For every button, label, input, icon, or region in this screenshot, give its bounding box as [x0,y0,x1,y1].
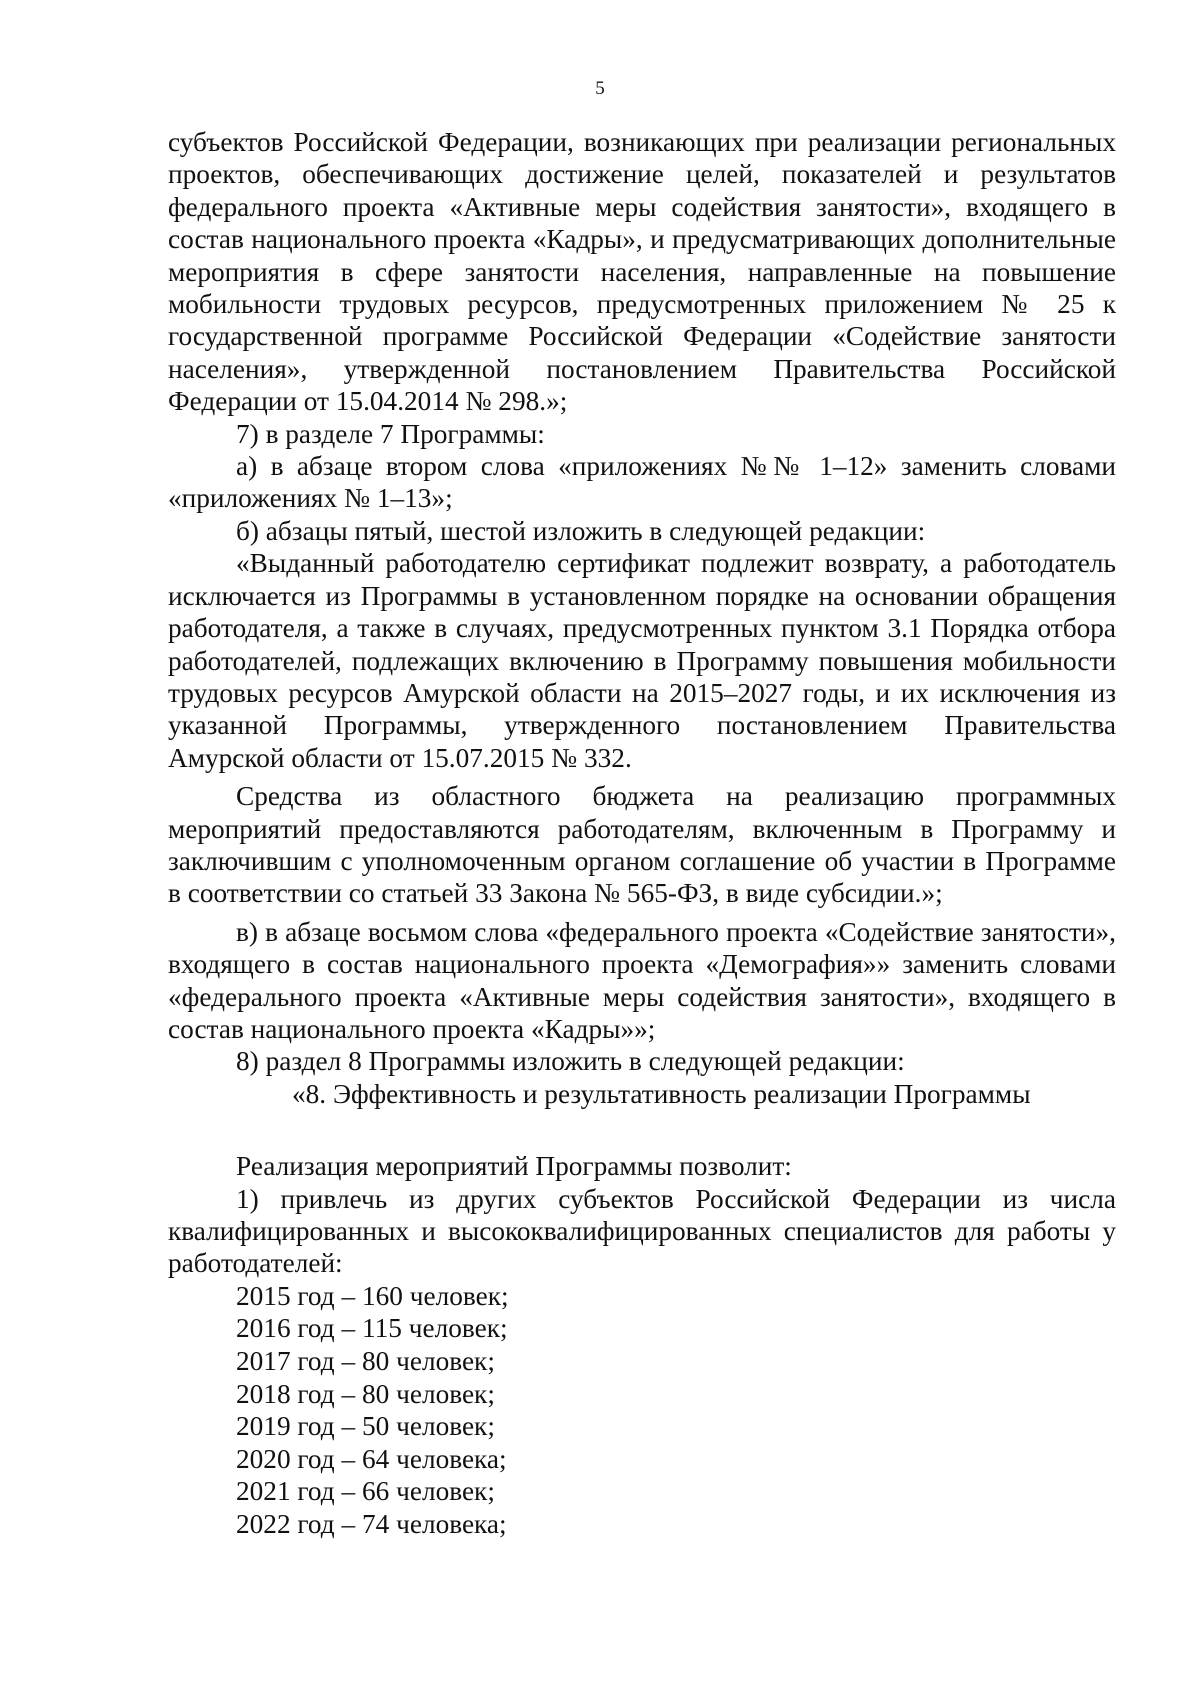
paragraph-quote-certificate: «Выданный работодателю сертификат подлежит возврату, а работодатель исключается из Программы в установленном порядке на основании обращения работодателя, а также в случаях, предусмотренных пунктом 3.1 Порядка отбора работодателей, подлежащих включению в Программу повышения мобильности трудовых ресурсов Амурской области на 2015–2027 годы, и их исключения из указанной Программы, утвержденного постановлением Правительства Амурской области от 15.07.2015 № 332. [168,548,1116,773]
page-number: 5 [595,78,605,99]
paragraph-program-results-intro: Реализация мероприятий Программы позволит: [236,1151,792,1182]
section-title: «8. Эффективность и результативность реализации Программы [292,1078,1031,1109]
list-item: 2020 год – 64 человека; [236,1443,507,1474]
document-body [168,126,1116,1541]
list-item: 2017 год – 80 человек; [236,1346,495,1376]
paragraph-quote-funds: Средства из областного бюджета на реализацию программных мероприятий предоставляются работодателям, включенным в Программу и заключившим с уполномоченным органом соглашение об участии в Программе в соответствии со статьей 33 Закона № 565-ФЗ, в виде субсидии.»; [168,781,1116,909]
list-item: 2018 год – 80 человек; [236,1378,495,1409]
paragraph-program-results-item-1: 1) привлечь из других субъектов Российской Федерации из числа квалифицированных и высококвалифицированных специалистов для работы у работодателей: [168,1183,1116,1279]
list-item: 2022 год – 74 человека; [236,1508,507,1539]
list-item: 2016 год – 115 человек; [236,1313,508,1344]
paragraph-item-7a: а) в абзаце втором слова «приложениях №№ 1–12» заменить словами «приложениях № 1–13»; [168,451,1116,514]
paragraph-continuation: субъектов Российской Федерации, возникающих при реализации региональных проектов, обеспечивающих достижение целей, показателей и результатов федерального проекта «Активные меры содействия занятости», входящего в состав национального проекта «Кадры», и предусматривающих дополнительные мероприятия в сфере занятости населения, направленные на повышение мобильности трудовых ресурсов, предусмотренных приложением № 25 к государственной программе Российской Федерации «Содействие занятости населения», утвержденной постановлением Правительства Российской Федерации от 15.04.2014 № 298.»; [168,127,1116,417]
list-item: 2019 год – 50 человек; [236,1411,495,1442]
list-item: 2021 год – 66 человек; [236,1476,495,1507]
list-item: 2015 год – 160 человек; [236,1280,509,1311]
year-list [168,1280,1116,1541]
paragraph-item-7b: б) абзацы пятый, шестой изложить в следующей редакции: [236,515,926,546]
paragraph-item-7: 7) в разделе 7 Программы: [236,418,545,449]
paragraph-item-8: 8) раздел 8 Программы изложить в следующей редакции: [236,1046,905,1077]
paragraph-item-7v: в) в абзаце восьмом слова «федерального проекта «Содействие занятости», входящего в состав национального проекта «Демография»» заменить словами «федерального проекта «Активные меры содействия занятости», входящего в состав национального проекта «Кадры»»; [168,916,1116,1044]
